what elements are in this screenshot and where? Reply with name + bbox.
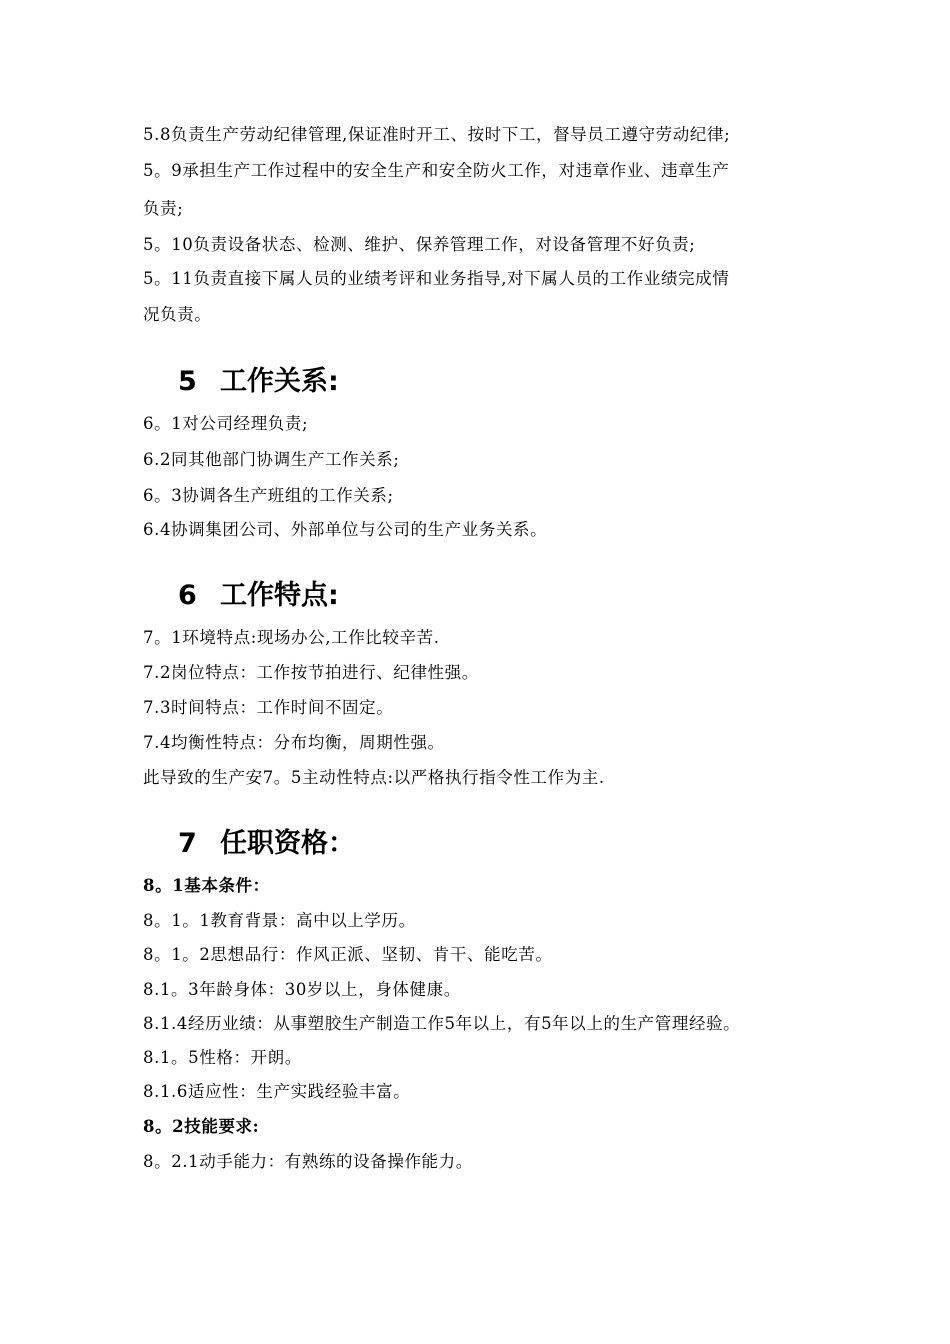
paragraph-line: 5。9承担生产工作过程中的安全生产和安全防火工作，对违章作业、违章生产	[143, 161, 730, 180]
list-item: 7.4均衡性特点：分布均衡，周期性强。	[143, 733, 445, 752]
list-item: 6。1对公司经理负责;	[143, 414, 309, 433]
list-item: 8.1.4经历业绩：从事塑胶生产制造工作5年以上，有5年以上的生产管理经验。	[143, 1014, 741, 1033]
paragraph-line: 5.8负责生产劳动纪律管理,保证准时开工、按时下工，督导员工遵守劳动纪律;	[143, 125, 731, 144]
section-title: 任职资格：	[220, 828, 355, 859]
paragraph-line: 5。11负责直接下属人员的业绩考评和业务指导,对下属人员的工作业绩完成情	[143, 269, 730, 288]
list-item: 6。3协调各生产班组的工作关系;	[143, 486, 394, 505]
list-item: 此导致的生产安7。5主动性特点:以严格执行指令性工作为主.	[143, 768, 605, 787]
list-item: 8.1。5性格：开朗。	[143, 1048, 302, 1067]
section-number: 5	[178, 366, 197, 397]
list-item: 8.1.6适应性：生产实践经验丰富。	[143, 1082, 411, 1101]
section-heading-work-relations	[178, 365, 339, 399]
subheading-skill-requirements: 8。2技能要求:	[143, 1117, 260, 1136]
section-heading-work-characteristics	[178, 579, 339, 613]
list-item: 8。1。2思想品行：作风正派、坚韧、肯干、能吃苦。	[143, 945, 553, 964]
list-item: 8。2.1动手能力：有熟练的设备操作能力。	[143, 1152, 473, 1171]
section-heading-qualifications	[178, 827, 355, 861]
list-item: 6.2同其他部门协调生产工作关系;	[143, 450, 400, 469]
list-item: 8。1。1教育背景：高中以上学历。	[143, 911, 416, 930]
section-number: 6	[178, 580, 197, 611]
paragraph-line: 况负责。	[143, 305, 212, 324]
section-title: 工作关系:	[220, 366, 339, 397]
list-item: 8.1。3年龄身体：30岁以上，身体健康。	[143, 980, 461, 999]
list-item: 6.4协调集团公司、外部单位与公司的生产业务关系。	[143, 520, 548, 539]
paragraph-line: 5。10负责设备状态、检测、维护、保养管理工作，对设备管理不好负责;	[143, 235, 696, 254]
subheading-basic-conditions: 8。1基本条件：	[143, 876, 270, 895]
list-item: 7.3时间特点：工作时间不固定。	[143, 698, 394, 717]
list-item: 7。1环境特点:现场办公,工作比较辛苦.	[143, 628, 440, 647]
paragraph-line: 负责;	[143, 199, 184, 218]
list-item: 7.2岗位特点：工作按节拍进行、纪律性强。	[143, 663, 479, 682]
section-title: 工作特点:	[220, 580, 339, 611]
section-number: 7	[178, 828, 197, 859]
